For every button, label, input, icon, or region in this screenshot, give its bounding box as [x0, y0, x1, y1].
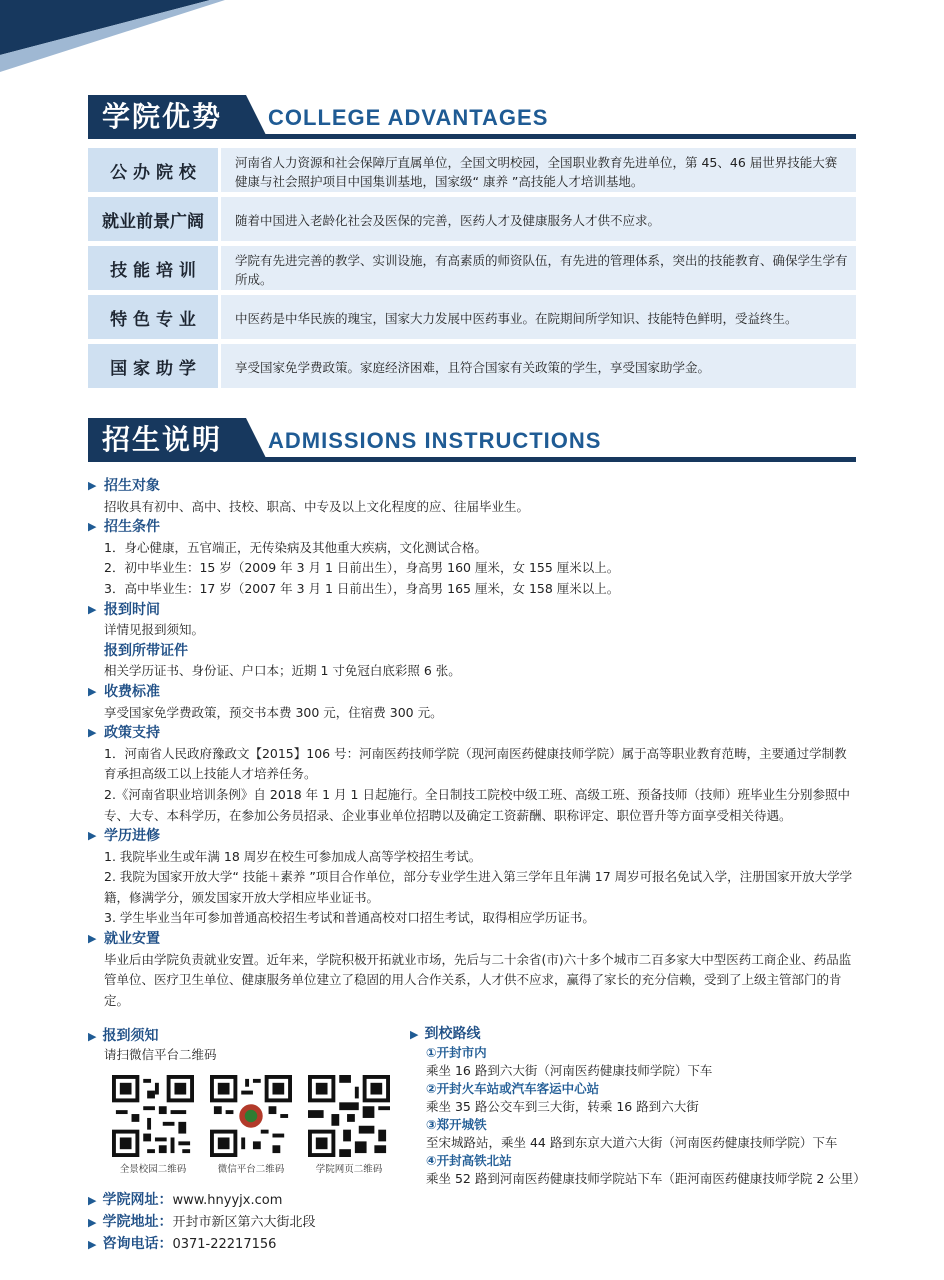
- website-link[interactable]: www.hnyyjx.com: [172, 1193, 283, 1208]
- header-rule: [246, 457, 856, 462]
- routes-block: [410, 1025, 866, 1188]
- qr-codes: [104, 1075, 398, 1175]
- advantage-text: 河南省人力资源和社会保障厅直属单位，全国文明校园，全国职业教育先进单位，第 45、46 届世界技能大赛健康与社会照护项目中国集训基地，国家级“ 康养 ”高技能人才培训基地。: [221, 148, 856, 192]
- arrow-icon: ▶: [88, 1216, 97, 1229]
- notice-title: ▶ 报到须知: [88, 1028, 159, 1044]
- qr-caption: 全景校园二维码: [119, 1164, 187, 1175]
- admissions-header: [88, 418, 856, 466]
- section-text: 2. 我院为国家开放大学“ 技能＋素养 ”项目合作单位，部分专业学生进入第三学年且年满 17 周岁可报名免试入学，注册国家开放大学学籍，修满学分，颁发国家开放大学相应毕业证书。: [104, 869, 853, 905]
- phone-line: ▶ 咨询电话：0371-22217156: [88, 1236, 277, 1252]
- advantage-text: 学院有先进完善的教学、实训设施，有高素质的师资队伍，有先进的管理体系，突出的技能教育、确保学生学有所成。: [221, 246, 856, 290]
- routes-title: ▶ 到校路线: [410, 1026, 481, 1042]
- section-text: 相关学历证书、身份证、户口本；近期 1 寸免冠白底彩照 6 张。: [104, 663, 461, 679]
- section-heading: ▶ 收费标准: [88, 682, 858, 703]
- section-heading: ▶ 学历进修: [88, 826, 858, 847]
- advantage-label: 国 家 助 学: [88, 344, 218, 388]
- section-text: 1．河南省人民政府豫政文【2015】106 号：河南医药技师学院（现河南医药健康技师学院）属于高等职业教育范畴，主要通过学制教育承担高级工以上技能人才培养任务。: [104, 745, 847, 782]
- route-item: ②开封火车站或汽车客运中心站 乘坐 35 路公交车到三大街，转乘 16 路到六大街: [426, 1081, 699, 1114]
- section-text: 招收具有初中、高中、技校、职高、中专及以上文化程度的应、往届毕业生。: [104, 498, 530, 514]
- section-text: 2.《河南省职业培训条例》自 2018 年 1 月 1 日起施行。全日制技工院校中级工班、高级工班、预备技师（技师）班毕业生分别参照中专、大专、本科学历，在参加公务员招录、企业事业单位招聘以及确定工资薪酬、职称评定、职位晋升等方面享受相关待遇。: [104, 786, 850, 823]
- arrow-icon: ▶: [88, 602, 97, 616]
- arrow-icon: ▶: [88, 1194, 97, 1207]
- section-text: 1. 我院毕业生或年满 18 周岁在校生可参加成人高等学校招生考试。: [104, 848, 482, 864]
- arrow-icon: ▶: [88, 684, 97, 698]
- arrow-icon: ▶: [88, 932, 97, 946]
- section-text: 3．高中毕业生：17 岁（2007 年 3 月 1 日前出生），身高男 165 厘米，女 158 厘米以上。: [104, 580, 620, 596]
- arrow-icon: ▶: [88, 479, 97, 492]
- section-text: 详情见报到须知。: [104, 622, 205, 638]
- arrow-icon: ▶: [88, 726, 97, 740]
- advantage-row: [88, 197, 856, 241]
- phone-number[interactable]: 0371-22217156: [172, 1237, 277, 1252]
- advantages-header: [88, 95, 856, 143]
- advantages-table: [88, 148, 856, 393]
- route-item: ①开封市内 乘坐 16 路到六大街（河南医药健康技师学院）下车: [426, 1045, 713, 1078]
- section-heading: ▶ 招生对象: [88, 476, 858, 497]
- admissions-body: [88, 476, 858, 1011]
- admissions-title-en: ADMISSIONS INSTRUCTIONS: [268, 428, 602, 453]
- arrow-icon: ▶: [88, 829, 97, 843]
- section-text: 3. 学生毕业当年可参加普通高校招生考试和普通高校对口招生考试，取得相应学历证书。: [104, 910, 595, 926]
- section-heading: ▶ 政策支持: [88, 723, 858, 744]
- advantage-text: 享受国家免学费政策。家庭经济困难，且符合国家有关政策的学生，享受国家助学金。: [221, 344, 856, 388]
- address-line: ▶ 学院地址：开封市新区第六大街北段: [88, 1214, 316, 1230]
- arrow-icon: ▶: [88, 520, 97, 534]
- qr-wechat[interactable]: [202, 1075, 300, 1175]
- section-text: 1．身心健康，五官端正，无传染病及其他重大疾病，文化测试合格。: [104, 539, 487, 555]
- header-rule: [246, 134, 856, 139]
- advantages-title-en: COLLEGE ADVANTAGES: [268, 105, 549, 130]
- advantage-label: 技 能 培 训: [88, 246, 218, 290]
- qr-panorama[interactable]: [104, 1075, 202, 1175]
- arrow-icon: ▶: [88, 1030, 97, 1043]
- advantage-row: [88, 148, 856, 192]
- qr-code-icon: [308, 1075, 390, 1157]
- section-heading: ▶ 招生条件: [88, 517, 858, 538]
- section-text: 毕业后由学院负责就业安置。近年来，学院积极开拓就业市场，先后与二十余省(市)六十多个城市二百多家大中型医药工商企业、药品监管单位、医疗卫生单位、健康服务单位建立了稳固的用人合作关系，人才供不应求，赢得了家长的充分信赖，受到了上级主管部门的肯定。: [104, 951, 852, 1008]
- website-line: ▶ 学院网址：www.hnyyjx.com: [88, 1192, 283, 1208]
- qr-caption: 学院网页二维码: [315, 1164, 383, 1175]
- qr-website[interactable]: [300, 1075, 398, 1175]
- advantage-row: [88, 246, 856, 290]
- advantages-title-cn: 学院优势: [88, 95, 246, 139]
- notice-subtitle: 请扫微信平台二维码: [104, 1047, 217, 1062]
- section-heading: ▶ 报到时间: [88, 600, 858, 621]
- section-heading: ▶ 就业安置: [88, 929, 858, 950]
- arrow-icon: ▶: [88, 1238, 97, 1251]
- qr-caption: 微信平台二维码: [217, 1164, 285, 1175]
- section-text: 享受国家免学费政策，预交书本费 300 元，住宿费 300 元。: [104, 704, 443, 720]
- advantage-row: [88, 344, 856, 388]
- advantage-row: [88, 295, 856, 339]
- section-heading: 报到所带证件: [104, 642, 188, 659]
- admissions-title-cn: 招生说明: [88, 418, 246, 462]
- corner-decoration: [0, 0, 230, 90]
- advantage-label: 特 色 专 业: [88, 295, 218, 339]
- contact-info: [88, 1189, 398, 1255]
- qr-code-icon: [112, 1075, 194, 1157]
- notice-block: [88, 1025, 398, 1255]
- advantage-label: 就业前景广阔: [88, 197, 218, 241]
- advantage-text: 随着中国进入老龄化社会及医保的完善，医药人才及健康服务人才供不应求。: [221, 197, 856, 241]
- qr-code-icon: [210, 1075, 292, 1157]
- route-item: ③郑开城铁 至宋城路站，乘坐 44 路到东京大道六大街（河南医药健康技师学院）下车: [426, 1117, 838, 1150]
- section-text: 2．初中毕业生：15 岁（2009 年 3 月 1 日前出生），身高男 160 厘米，女 155 厘米以上。: [104, 560, 620, 576]
- advantage-text: 中医药是中华民族的瑰宝，国家大力发展中医药事业。在院期间所学知识、技能特色鲜明，受益终生。: [221, 295, 856, 339]
- advantage-label: 公 办 院 校: [88, 148, 218, 192]
- route-item: ④开封高铁北站 乘坐 52 路到河南医药健康技师学院站下车（距河南医药健康技师学院 2 公里）: [426, 1153, 866, 1186]
- arrow-icon: ▶: [410, 1028, 419, 1041]
